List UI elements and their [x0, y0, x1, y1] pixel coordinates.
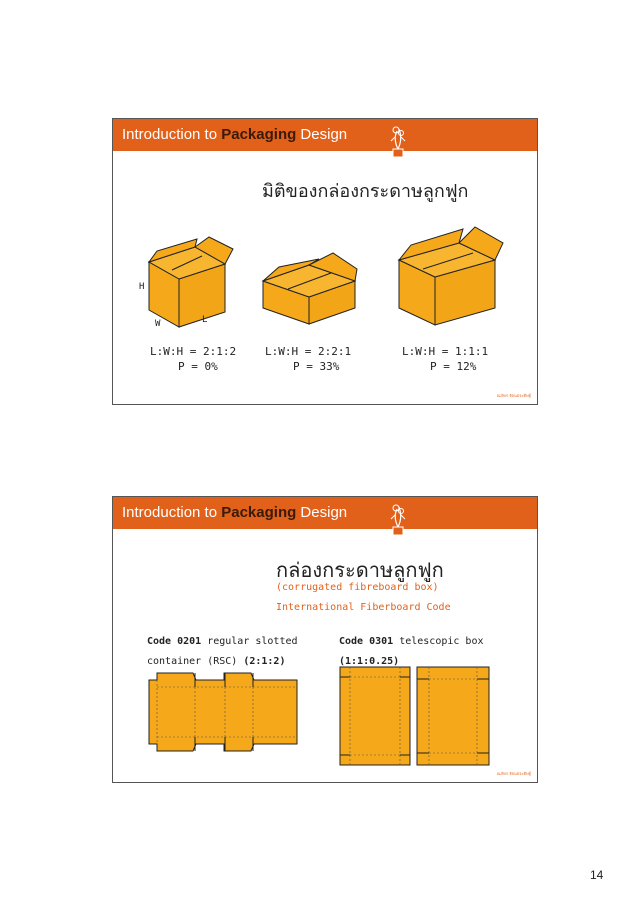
slide-box-dimensions	[112, 118, 538, 405]
box3-ratio: L:W:H = 1:1:1 P = 12%	[402, 345, 489, 373]
subtitle-english: (corrugated fibreboard box)	[276, 582, 439, 593]
slide-heading: กล่องกระดาษลูกฟูก	[276, 558, 444, 582]
code-0301-text: Code 0301 telescopic box (1:1:0.25)	[339, 636, 484, 667]
subtitle-code: International Fiberboard Code	[276, 602, 451, 613]
slide-header-title: Introduction to Packaging Design	[122, 504, 348, 521]
length-label: L	[202, 315, 208, 325]
slide-heading: มิติของกล่องกระดาษลูกฟูก	[262, 181, 469, 202]
code-0201-text: Code 0201 regular slotted container (RSC) (2:1:2)	[147, 636, 298, 667]
height-label: H	[139, 282, 145, 292]
author-mark: ณภัทร รัตนประดิษฐ์	[496, 393, 531, 398]
width-label: W	[155, 319, 161, 329]
author-mark: ณภัทร รัตนประดิษฐ์	[496, 771, 531, 776]
telescopic-box-diagram	[113, 497, 538, 783]
slide-header-title: Introduction to Packaging Design	[122, 126, 348, 143]
page-number: 14	[590, 868, 604, 882]
box2-ratio: L:W:H = 2:2:1 P = 33%	[265, 345, 352, 373]
slide-corrugated-box	[112, 496, 538, 783]
box1-ratio: L:W:H = 2:1:2 P = 0%	[150, 345, 237, 373]
